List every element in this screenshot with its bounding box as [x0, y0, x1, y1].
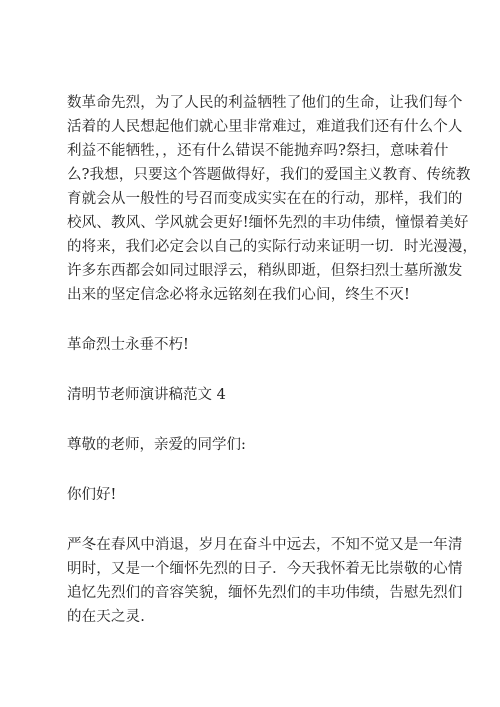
- document-body: [67, 91, 478, 629]
- text-line: 校风、教风、学风就会更好!缅怀先烈的丰功伟绩，憧憬着美好: [67, 215, 469, 231]
- greeting: 你们好!: [67, 487, 117, 503]
- paragraph-spacer: [67, 407, 437, 433]
- text-line: 活着的人民想起他们就心里非常难过，难道我们还有什么个人: [67, 119, 463, 135]
- text-line: 数革命先烈，为了人民的利益牺牲了他们的生命，让我们每个: [67, 95, 463, 111]
- text-line: 么?我想，只要这个答题做得好，我们的爱国主义教育、传统教: [67, 167, 471, 183]
- salutation: 尊敬的老师，亲爱的同学们:: [67, 437, 246, 453]
- text-line: 的在天之灵.: [67, 609, 146, 625]
- text-line: 明时，又是一个缅怀先烈的日子．今天我怀着无比崇敬的心情: [67, 561, 463, 577]
- paragraph-spacer: [67, 507, 437, 533]
- text-line: 严冬在春风中消退，岁月在奋斗中远去，不知不觉又是一年清: [67, 537, 463, 553]
- text-line: 的将来，我们必定会以自己的实际行动来证明一切．时光漫漫，: [67, 239, 478, 255]
- text-line: 出来的坚定信念必将永远铭刻在我们心间，终生不灭!: [67, 287, 410, 303]
- text-line: 追忆先烈们的音容笑貌，缅怀先烈们的丰功伟绩，告慰先烈们: [67, 585, 463, 601]
- paragraph-opening: [67, 533, 463, 629]
- text-line: 育就会从一般性的号召而变成实实在在的行动，那样，我们的: [67, 191, 463, 207]
- text-line: 许多东西都会如同过眼浮云，稍纵即逝，但祭扫烈士墓所激发: [67, 263, 463, 279]
- section-title: 清明节老师演讲稿范文 4: [67, 387, 226, 403]
- paragraph-tribute: [67, 91, 478, 307]
- slogan-line: 革命烈士永垂不朽!: [67, 337, 189, 353]
- text-line: 利益不能牺牲，，还有什么错误不能抛弃吗?祭扫，意味着什: [67, 143, 449, 159]
- paragraph-spacer: [67, 307, 437, 333]
- paragraph-spacer: [67, 457, 437, 483]
- paragraph-spacer: [67, 357, 437, 383]
